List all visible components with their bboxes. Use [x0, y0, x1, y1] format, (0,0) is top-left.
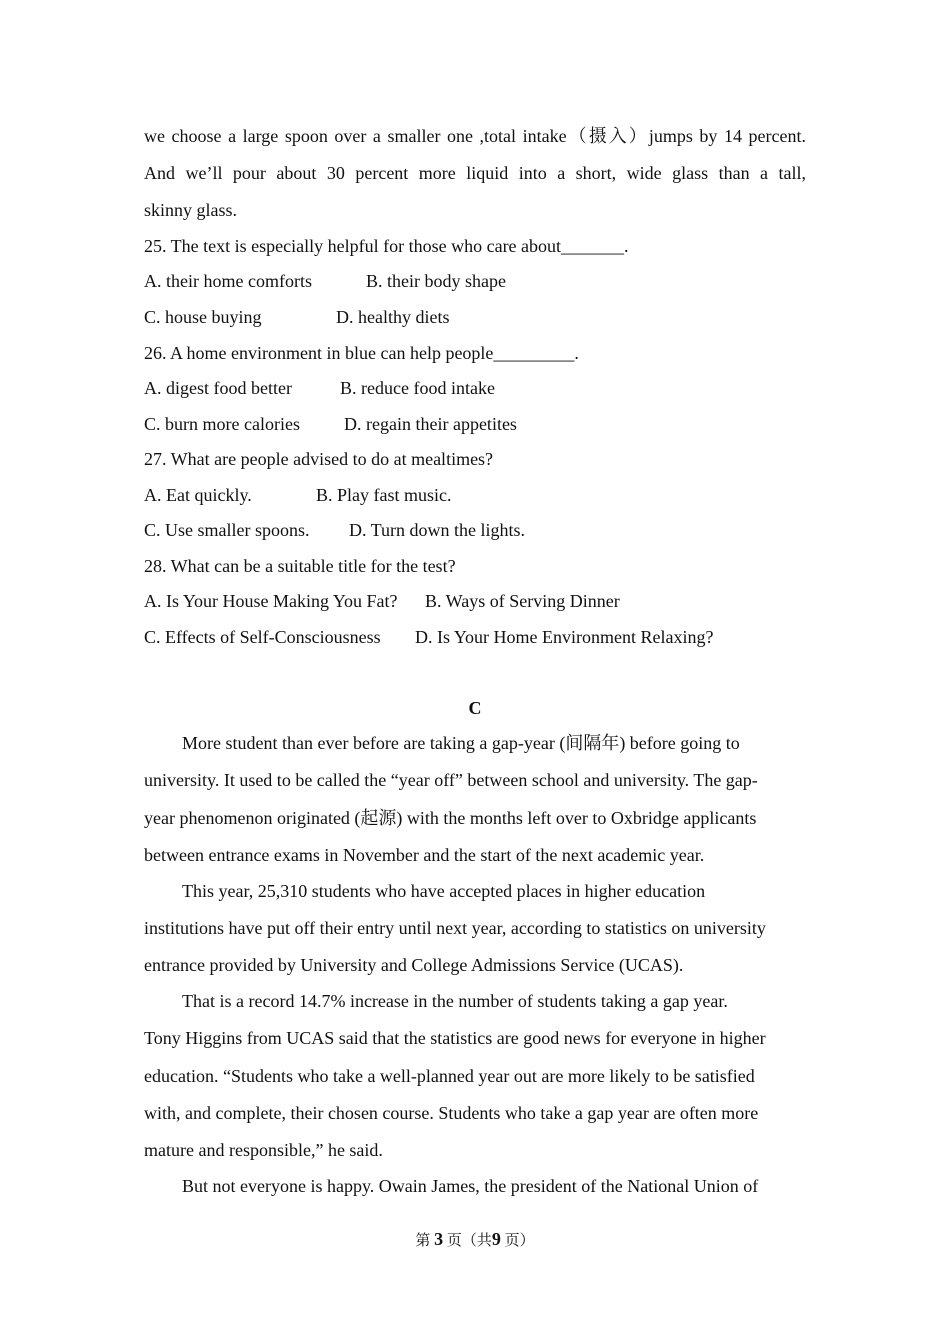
passage-text-line: That is a record 14.7% increase in the number of students taking a gap year.	[182, 991, 728, 1011]
page-footer	[0, 1228, 950, 1252]
answer-option: B. their body shape	[366, 271, 506, 291]
passage-text-line: with, and complete, their chosen course. Students who take a gap year are often more	[144, 1103, 759, 1123]
passage-text-line: This year, 25,310 students who have accepted places in higher education	[182, 881, 706, 901]
question-stem: 28. What can be a suitable title for the test?	[144, 556, 456, 576]
answer-option: A. Is Your House Making You Fat?	[144, 591, 398, 611]
passage-text-line: year phenomenon originated (起源) with the months left over to Oxbridge applicants	[144, 808, 757, 828]
question-stem: 25. The text is especially helpful for those who care about_______.	[144, 236, 629, 256]
footer-middle: 页（共	[446, 1233, 492, 1249]
answer-option: D. healthy diets	[336, 307, 450, 327]
answer-option: B. Play fast music.	[316, 485, 452, 505]
answer-option: A. their home comforts	[144, 271, 312, 291]
footer-suffix: 页）	[504, 1233, 535, 1249]
answer-option: B. reduce food intake	[340, 378, 495, 398]
passage-text-line: education. “Students who take a well-planned year out are more likely to be satisfied	[144, 1066, 755, 1086]
footer-prefix: 第	[415, 1233, 431, 1249]
passage-text-line: between entrance exams in November and the start of the next academic year.	[144, 845, 705, 865]
answer-option: A. digest food better	[144, 378, 292, 398]
answer-option: B. Ways of Serving Dinner	[425, 591, 620, 611]
answer-option: C. Use smaller spoons.	[144, 520, 310, 540]
passage-text-line: mature and responsible,” he said.	[144, 1140, 383, 1160]
passage-text-line: And we’ll pour about 30 percent more liquid into a short, wide glass than a tall,	[144, 163, 806, 183]
answer-option: D. Is Your Home Environment Relaxing?	[415, 627, 714, 647]
answer-option: A. Eat quickly.	[144, 485, 252, 505]
total-pages: 9	[491, 1229, 501, 1249]
passage-text-line: institutions have put off their entry until next year, according to statistics on university	[144, 918, 766, 938]
passage-text-line: entrance provided by University and College Admissions Service (UCAS).	[144, 955, 684, 975]
passage-text-line: skinny glass.	[144, 200, 238, 220]
passage-text-line: Tony Higgins from UCAS said that the statistics are good news for everyone in higher	[144, 1028, 766, 1048]
passage-text-line: we choose a large spoon over a smaller one ,total intake（摄入）jumps by 14 percent.	[144, 126, 806, 146]
question-stem: 26. A home environment in blue can help people_________.	[144, 343, 579, 363]
passage-text-line: university. It used to be called the “year off” between school and university. The gap-	[144, 770, 758, 790]
question-stem: 27. What are people advised to do at mealtimes?	[144, 449, 494, 469]
answer-option: C. burn more calories	[144, 414, 300, 434]
answer-option: C. house buying	[144, 307, 262, 327]
passage-text-line: But not everyone is happy. Owain James, the president of the National Union of	[182, 1176, 759, 1196]
section-heading: C	[468, 698, 482, 718]
passage-text-line: More student than ever before are taking a gap-year (间隔年) before going to	[182, 733, 740, 753]
page-number: 3	[434, 1229, 444, 1249]
answer-option: D. Turn down the lights.	[349, 520, 526, 540]
answer-option: C. Effects of Self-Consciousness	[144, 627, 381, 647]
answer-option: D. regain their appetites	[344, 414, 517, 434]
